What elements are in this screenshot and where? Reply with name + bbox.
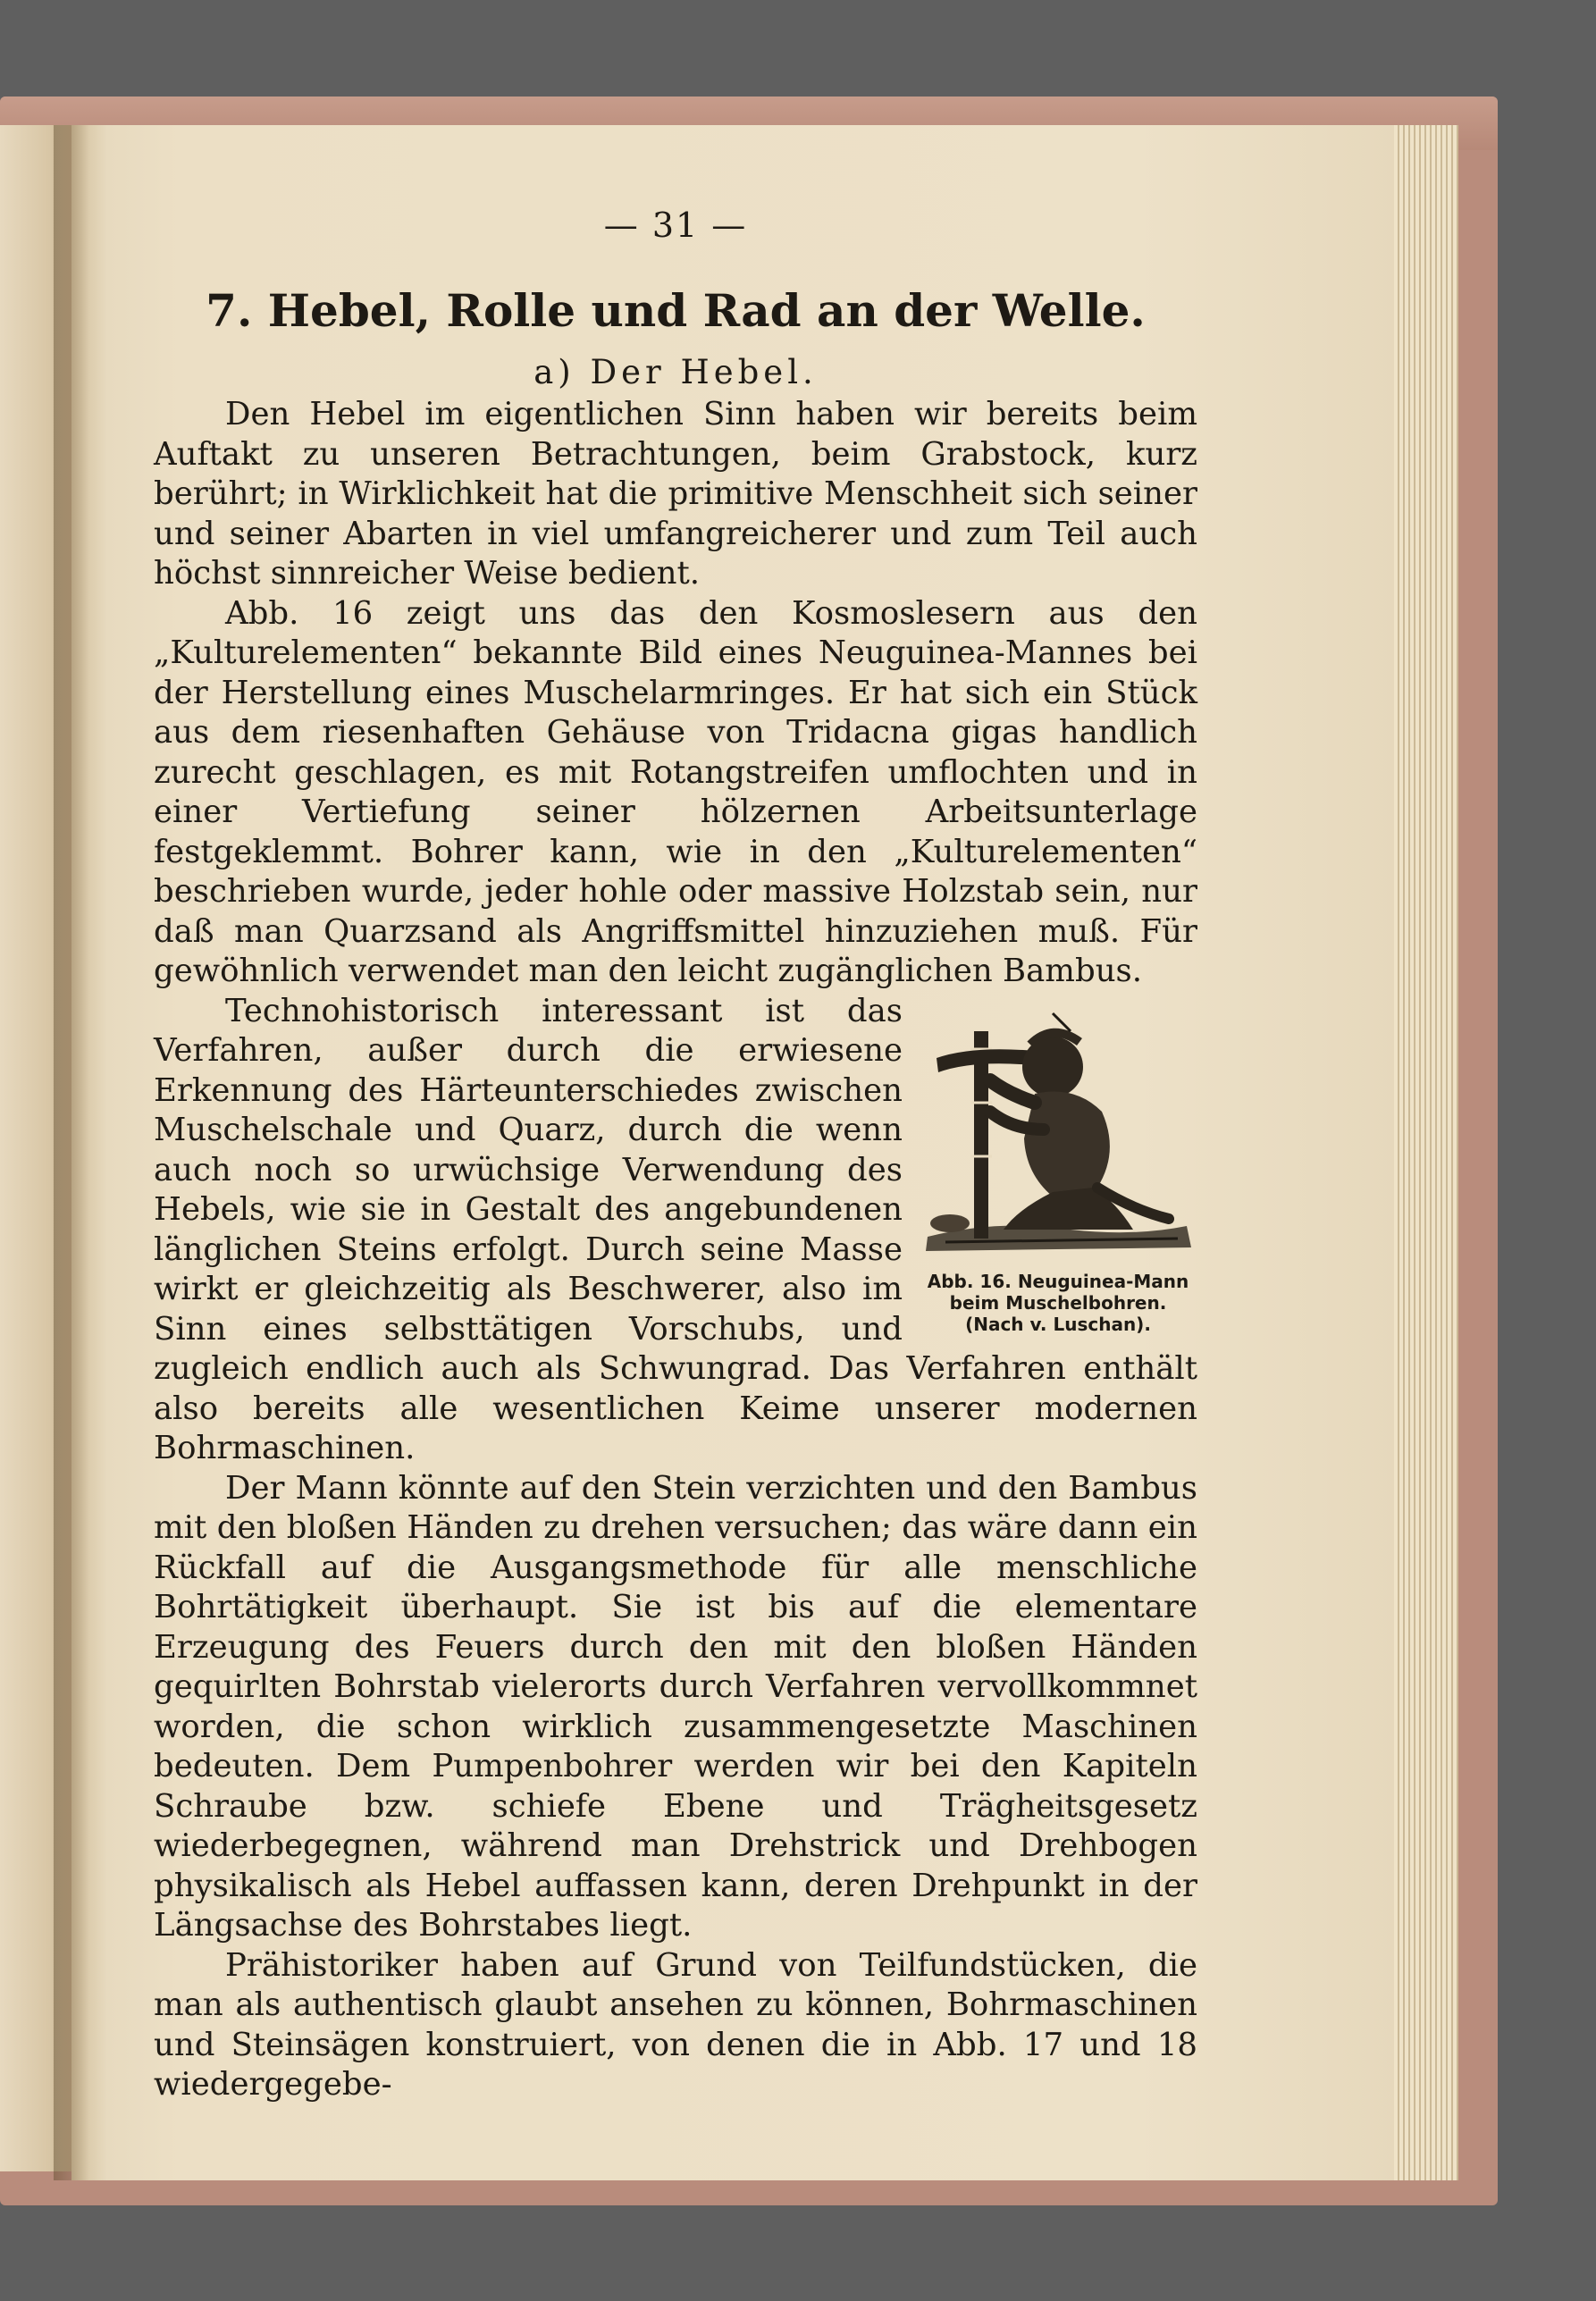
paragraph-5: Prähistoriker haben auf Grund von Teilfundstücken, die man als authentisch glaubt ansehen zu können, Bohrmaschinen und Steinsägen konstruiert, von denen die in Abb. 17 und 18 wiedergegebe-: [154, 1946, 1197, 2103]
paragraph-1: Den Hebel im eigentlichen Sinn haben wir bereits beim Auftakt zu unseren Betrachtungen, beim Grabstock, kurz berührt; in Wirklichkeit hat die primitive Menschheit sich seiner und seiner Abarten in viel umfangreicherer und zum Teil auch höchst sinnreicher Weise bedient.: [154, 396, 1197, 592]
man-drilling-shell-illustration: [919, 995, 1197, 1265]
figure-caption: Abb. 16. Neuguinea-Mann beim Muschelbohren. (Nach v. Luschan).: [927, 1270, 1189, 1335]
page-number: — 31 —: [603, 206, 748, 245]
spine-shadow: [54, 125, 89, 2180]
page-edges: [1394, 125, 1458, 2180]
figure-16: [919, 995, 1197, 1335]
paragraph-3: Technohistorisch interessant ist das Verfahren, außer durch die erwiesene Erkennung des Härteunterschiedes zwischen Muschelschale und Quarz, durch die wenn auch noch so urwüchsige Verwendung des Hebels, wie sie in Gestalt des angebundenen länglichen Steins erfolgt. Durch seine Masse wirkt er gleichzeitig als Beschwerer, also im Sinn eines selbsttätigen Vorschubs, und zugleich endlich auch als Schwungrad. Das Verfahren enthält also bereits alle wesentlichen Keime unserer modernen Bohrmaschinen.: [154, 992, 1197, 1466]
paragraph-4: Der Mann könnte auf den Stein verzichten und den Bambus mit den bloßen Händen zu drehen versuchen; das wäre dann ein Rückfall auf die Ausgangsmethode für alle menschliche Bohrtätigkeit überhaupt. Sie ist bis auf die elementare Erzeugung des Feuers durch den mit den bloßen Händen gequirlten Bohrstab vielerorts durch Verfahren vervollkommnet worden, die schon wirklich zusammengesetzte Maschinen bedeuten. Dem Pumpenbohrer werden wir bei den Kapiteln Schraube bzw. schiefe Ebene und Trägheitsgesetz wiederbegegnen, während man Drehstrick und Drehbogen physikalisch als Hebel auffassen kann, deren Drehpunkt in der Längsachse des Bohrstabes liegt.: [154, 1469, 1197, 1944]
paragraph-2: Abb. 16 zeigt uns das den Kosmoslesern aus den „Kulturelementen“ bekannte Bild eines Neuguinea-Mannes bei der Herstellung eines Muschelarmringes. Er hat sich ein Stück aus dem riesenhaften Gehäuse von Tridacna gigas handlich zurecht geschlagen, es mit Rotangstreifen umflochten und in einer Vertiefung seiner hölzernen Arbeitsunterlage festgeklemmt. Bohrer kann, wie in den „Kulturelementen“ beschrieben wurde, jeder hohle oder massive Holzstab sein, nur daß man Quarzsand als Angriffsmittel hinzuziehen muß. Für gewöhnlich verwendet man den leicht zugänglichen Bambus.: [154, 594, 1197, 989]
section-title: a) Der Hebel.: [533, 353, 818, 391]
page-content: [154, 206, 1197, 2105]
chapter-title: 7. Hebel, Rolle und Rad an der Welle.: [206, 284, 1146, 337]
